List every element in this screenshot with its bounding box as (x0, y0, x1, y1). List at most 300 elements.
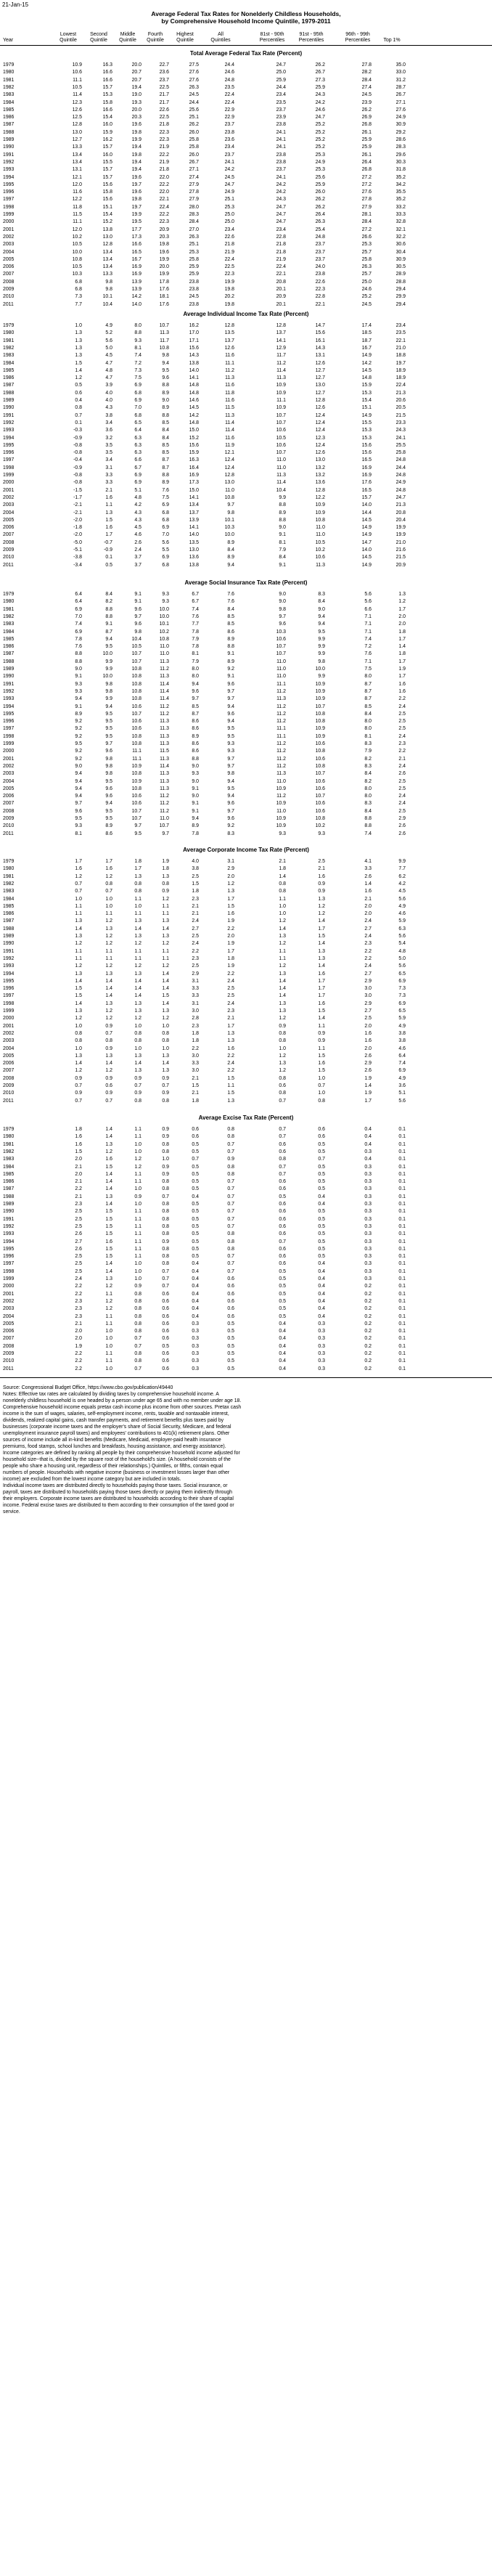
value-cell: 0.5 (318, 1223, 325, 1229)
value-cell: 1.8 (75, 1127, 82, 1132)
table-row (0, 1276, 492, 1282)
table-row (0, 189, 492, 195)
value-cell: 8.3 (364, 763, 372, 769)
value-cell: 11.6 (225, 398, 234, 403)
value-cell: 24.6 (315, 107, 325, 113)
value-cell: 11.0 (276, 778, 286, 784)
value-cell: 13.0 (102, 234, 112, 240)
value-cell: 0.1 (398, 1329, 406, 1334)
value-cell: 9.7 (227, 696, 234, 702)
value-cell: 8.4 (364, 808, 372, 814)
table-row (0, 442, 492, 449)
table-row (0, 435, 492, 441)
table-row (0, 390, 492, 396)
value-cell: 7.4 (75, 621, 82, 627)
value-cell: 0.1 (398, 1268, 406, 1274)
value-cell: 0.5 (279, 1276, 286, 1281)
table-row (0, 531, 492, 538)
column-header-5-line-0: All (218, 32, 224, 37)
value-cell: 32.2 (395, 234, 406, 240)
year-cell: 2002 (3, 494, 15, 500)
value-cell: 1.3 (227, 1038, 234, 1044)
year-cell: 1998 (3, 465, 15, 470)
value-cell: 2.5 (192, 963, 199, 969)
value-cell: 0.8 (75, 1030, 82, 1036)
value-cell: 1.1 (105, 502, 112, 508)
table-row (0, 1253, 492, 1260)
value-cell: 9.4 (75, 794, 82, 799)
value-cell: 1.5 (318, 1068, 325, 1074)
value-cell: 27.6 (361, 189, 372, 195)
year-cell: 2004 (3, 778, 15, 784)
value-cell: 23.4 (395, 323, 406, 328)
year-cell: 2010 (3, 294, 15, 300)
value-cell: 24.7 (315, 115, 325, 121)
value-cell: 10.9 (315, 502, 325, 508)
value-cell: 11.1 (276, 726, 286, 732)
value-cell: 0.7 (279, 1134, 286, 1140)
value-cell: 2.5 (227, 993, 234, 999)
year-cell: 2011 (3, 1098, 14, 1104)
value-cell: 11.5 (225, 405, 234, 411)
value-cell: 27.9 (361, 204, 372, 210)
value-cell: 10.8 (131, 696, 142, 702)
value-cell: 20.8 (276, 279, 286, 285)
value-cell: 9.5 (105, 726, 112, 732)
year-cell: 1980 (3, 330, 15, 336)
value-cell: 8.8 (227, 644, 234, 650)
value-cell: 1.2 (162, 896, 169, 902)
value-cell: 8.1 (134, 345, 142, 351)
value-cell: 10.0 (72, 249, 82, 255)
value-cell: 6.3 (134, 435, 142, 441)
table-row (0, 1149, 492, 1155)
value-cell: 17.0 (189, 330, 199, 336)
value-cell: 2.6 (364, 1068, 372, 1074)
value-cell: 1.1 (134, 1223, 142, 1229)
value-cell: 19.6 (159, 249, 169, 255)
value-cell: 13.0 (315, 383, 325, 388)
column-header-9-line-0: Top 1% (383, 38, 401, 43)
value-cell: 27.8 (189, 189, 199, 195)
value-cell: 8.4 (105, 592, 112, 597)
value-cell: 16.2 (102, 137, 112, 142)
value-cell: 0.4 (318, 1291, 325, 1297)
value-cell: 23.4 (224, 144, 234, 150)
value-cell: 9.3 (162, 599, 169, 605)
value-cell: 0.7 (318, 1157, 325, 1162)
value-cell: 22.5 (159, 115, 169, 121)
value-cell: 0.4 (318, 1194, 325, 1199)
value-cell: 23.8 (189, 301, 199, 307)
value-cell: 9.4 (105, 801, 112, 807)
table-row (0, 397, 492, 404)
table-row (0, 621, 492, 627)
value-cell: 9.2 (75, 726, 82, 732)
section-title: Average Individual Income Tax Rate (Percent) (183, 311, 309, 317)
value-cell: 2.7 (192, 926, 199, 932)
value-cell: 6.8 (162, 510, 169, 515)
value-cell: 3.3 (192, 986, 199, 992)
value-cell: 32.1 (395, 227, 406, 232)
value-cell: 1.4 (75, 367, 82, 373)
value-cell: 0.5 (227, 1366, 234, 1371)
table-row (0, 345, 492, 351)
value-cell: 0.9 (134, 1091, 142, 1096)
value-cell: 6.7 (192, 592, 199, 597)
year-cell: 1994 (3, 704, 15, 709)
value-cell: 25.7 (361, 249, 372, 255)
value-cell: 1.0 (162, 1023, 169, 1029)
value-cell: 2.2 (75, 1186, 82, 1192)
value-cell: 14.9 (361, 532, 372, 538)
value-cell: 2.5 (398, 778, 406, 784)
value-cell: 13.8 (189, 360, 199, 366)
value-cell: 22.7 (159, 62, 169, 68)
value-cell: 23.5 (224, 84, 234, 90)
value-cell: 0.7 (279, 1164, 286, 1170)
value-cell: 6.9 (134, 480, 142, 486)
value-cell: 22.1 (315, 301, 325, 307)
value-cell: 14.0 (131, 301, 142, 307)
value-cell: 0.3 (364, 1268, 372, 1274)
value-cell: 21.8 (276, 249, 286, 255)
value-cell: 10.9 (276, 801, 286, 807)
value-cell: 22.4 (224, 99, 234, 105)
value-cell: 0.5 (318, 1149, 325, 1154)
value-cell: 21.7 (159, 92, 169, 98)
year-cell: 2007 (3, 801, 15, 807)
table-row (0, 159, 492, 166)
table-row (0, 858, 492, 865)
value-cell: 14.2 (361, 360, 372, 366)
value-cell: 13.4 (102, 249, 112, 255)
value-cell: 12.6 (315, 360, 325, 366)
value-cell: 10.4 (276, 487, 286, 493)
table-row (0, 174, 492, 181)
value-cell: 2.3 (192, 955, 199, 961)
value-cell: 0.8 (227, 1231, 234, 1237)
year-cell: 1981 (3, 873, 15, 879)
year-cell: 1979 (3, 859, 15, 864)
value-cell: 21.5 (395, 412, 406, 418)
table-row (0, 375, 492, 381)
value-cell: 11.1 (132, 756, 142, 762)
value-cell: 9.8 (105, 771, 112, 777)
year-cell: 1979 (3, 1127, 15, 1132)
value-cell: 9.0 (279, 599, 286, 605)
value-cell: 0.1 (398, 1254, 406, 1260)
value-cell: 24.6 (361, 287, 372, 292)
value-cell: 11.0 (276, 659, 286, 664)
value-cell: 10.0 (102, 651, 112, 657)
value-cell: 19.9 (159, 272, 169, 277)
value-cell: 2.3 (75, 1298, 82, 1304)
value-cell: 1.4 (279, 873, 286, 879)
value-cell: 2.4 (227, 1061, 234, 1067)
value-cell: 0.3 (364, 1194, 372, 1199)
value-cell: 1.0 (134, 1023, 142, 1029)
value-cell: 0.9 (75, 1075, 82, 1081)
value-cell: 22.5 (224, 264, 234, 270)
year-cell: 1987 (3, 383, 15, 388)
value-cell: 0.8 (105, 1038, 112, 1044)
value-cell: 1.5 (105, 1209, 112, 1215)
value-cell: 11.1 (276, 398, 286, 403)
value-cell: 19.4 (131, 84, 142, 90)
value-cell: 15.8 (102, 189, 112, 195)
value-cell: 10.6 (276, 442, 286, 448)
value-cell: 24.7 (276, 204, 286, 210)
value-cell: 1.0 (75, 1046, 82, 1051)
value-cell: 1.6 (398, 681, 406, 687)
value-cell: 4.1 (364, 859, 372, 864)
value-cell: 2.1 (279, 859, 286, 864)
value-cell: 10.6 (315, 756, 325, 762)
value-cell: 1.7 (105, 859, 112, 864)
value-cell: 1.2 (105, 963, 112, 969)
value-cell: 1.2 (105, 1298, 112, 1304)
value-cell: 25.1 (189, 242, 199, 248)
value-cell: 10.9 (276, 816, 286, 821)
value-cell: 7.6 (75, 644, 82, 650)
value-cell: 1.2 (227, 881, 234, 886)
value-cell: 12.0 (72, 227, 82, 232)
value-cell: 21.9 (276, 256, 286, 262)
year-cell: 2009 (3, 1083, 15, 1088)
value-cell: 2.1 (192, 903, 199, 909)
value-cell: 27.2 (361, 174, 372, 180)
table-row (0, 1164, 492, 1170)
value-cell: 22.0 (159, 189, 169, 195)
value-cell: 1.4 (162, 1000, 169, 1006)
value-cell: 10.9 (276, 786, 286, 791)
value-cell: 10.8 (315, 517, 325, 523)
value-cell: 1.3 (75, 345, 82, 351)
value-cell: 1.4 (105, 978, 112, 984)
value-cell: 4.2 (134, 502, 142, 508)
value-cell: 0.8 (134, 1329, 142, 1334)
value-cell: 0.5 (318, 1239, 325, 1244)
year-cell: 1998 (3, 1268, 15, 1274)
value-cell: 0.1 (398, 1358, 406, 1364)
value-cell: 1.6 (75, 866, 82, 872)
value-cell: 10.7 (315, 704, 325, 709)
value-cell: 0.2 (364, 1321, 372, 1326)
value-cell: 10.7 (159, 823, 169, 829)
value-cell: 0.5 (318, 1141, 325, 1147)
value-cell: 1.7 (318, 926, 325, 932)
value-cell: 24.3 (315, 92, 325, 98)
value-cell: 3.6 (398, 1083, 406, 1088)
value-cell: 10.6 (315, 555, 325, 561)
value-cell: 1.2 (134, 1164, 142, 1170)
table-row (0, 69, 492, 76)
value-cell: 25.5 (395, 442, 406, 448)
value-cell: 2.4 (398, 763, 406, 769)
table-row (0, 933, 492, 939)
value-cell: 1.5 (105, 1254, 112, 1260)
value-cell: 9.7 (227, 502, 234, 508)
value-cell: -1.5 (73, 487, 82, 493)
value-cell: 0.1 (398, 1223, 406, 1229)
value-cell: 1.5 (75, 360, 82, 366)
value-cell: 9.6 (105, 749, 112, 754)
value-cell: 6.6 (364, 606, 372, 612)
value-cell: 22.3 (315, 287, 325, 292)
value-cell: 19.7 (131, 182, 142, 187)
value-cell: 1.1 (134, 1209, 142, 1215)
value-cell: 25.9 (315, 182, 325, 187)
value-cell: 0.4 (192, 1298, 199, 1304)
value-cell: 11.4 (225, 420, 234, 425)
value-cell: 12.7 (315, 375, 325, 381)
value-cell: 26.0 (189, 129, 199, 135)
value-cell: 10.9 (276, 383, 286, 388)
value-cell: 7.6 (227, 592, 234, 597)
value-cell: 11.2 (160, 794, 169, 799)
value-cell: 9.1 (134, 592, 142, 597)
value-cell: 0.1 (398, 1186, 406, 1192)
value-cell: 1.0 (279, 911, 286, 917)
value-cell: 9.1 (134, 599, 142, 605)
value-cell: 1.1 (162, 955, 169, 961)
value-cell: 0.8 (279, 1038, 286, 1044)
value-cell: 3.8 (105, 412, 112, 418)
value-cell: 9.3 (227, 749, 234, 754)
value-cell: 0.6 (162, 1366, 169, 1371)
value-cell: 0.6 (162, 1298, 169, 1304)
value-cell: 14.2 (189, 412, 199, 418)
value-cell: 11.3 (276, 771, 286, 777)
value-cell: 1.2 (318, 903, 325, 909)
year-cell: 1999 (3, 1008, 15, 1014)
value-cell: 7.2 (134, 360, 142, 366)
value-cell: 11.9 (225, 442, 234, 448)
value-cell: 0.8 (227, 1164, 234, 1170)
column-header-2-line-1: Quintile (119, 38, 136, 43)
value-cell: 2.0 (75, 1171, 82, 1177)
year-cell: 1984 (3, 896, 15, 902)
year-cell: 1997 (3, 726, 15, 732)
value-cell: 10.0 (159, 614, 169, 619)
value-cell: 26.2 (361, 107, 372, 113)
value-cell: 0.3 (318, 1321, 325, 1326)
value-cell: 2.3 (364, 941, 372, 947)
value-cell: 9.3 (279, 831, 286, 836)
table-row (0, 1223, 492, 1230)
value-cell: 15.3 (361, 390, 372, 396)
value-cell: 4.8 (134, 494, 142, 500)
value-cell: 22.4 (224, 256, 234, 262)
value-cell: 14.8 (189, 420, 199, 425)
value-cell: 20.4 (395, 517, 406, 523)
value-cell: 2.5 (75, 1261, 82, 1267)
value-cell: 13.6 (315, 480, 325, 486)
year-cell: 1990 (3, 1209, 15, 1215)
value-cell: 25.2 (315, 137, 325, 142)
value-cell: 8.7 (364, 696, 372, 702)
value-cell: 13.7 (276, 330, 286, 336)
value-cell: 33.3 (395, 212, 406, 217)
value-cell: 1.2 (279, 963, 286, 969)
value-cell: 1.1 (134, 1239, 142, 1244)
column-header-0-line-1: Quintile (60, 38, 77, 43)
value-cell: 1.3 (279, 1000, 286, 1006)
value-cell: 23.7 (224, 152, 234, 158)
year-cell: 1986 (3, 644, 15, 650)
value-cell: 1.7 (227, 896, 234, 902)
year-cell: 2006 (3, 264, 15, 270)
value-cell: 25.8 (189, 144, 199, 150)
value-cell: 1.3 (162, 1053, 169, 1059)
value-cell: 26.4 (315, 212, 325, 217)
value-cell: 2.6 (75, 1246, 82, 1252)
value-cell: 1.1 (134, 911, 142, 917)
value-cell: 2.7 (75, 1239, 82, 1244)
value-cell: 8.6 (227, 629, 234, 635)
value-cell: 20.6 (395, 398, 406, 403)
value-cell: 26.3 (361, 264, 372, 270)
value-cell: 1.1 (134, 1134, 142, 1140)
value-cell: 0.9 (318, 889, 325, 894)
value-cell: 0.8 (227, 1239, 234, 1244)
value-cell: 9.5 (134, 831, 142, 836)
value-cell: 4.9 (398, 1023, 406, 1029)
value-cell: 8.8 (105, 606, 112, 612)
value-cell: 29.9 (395, 294, 406, 300)
value-cell: 1.7 (318, 986, 325, 992)
table-row (0, 241, 492, 248)
year-cell: 2002 (3, 1030, 15, 1036)
value-cell: 24.7 (276, 212, 286, 217)
value-cell: 8.9 (227, 555, 234, 561)
value-cell: 5.2 (105, 330, 112, 336)
year-cell: 1998 (3, 733, 15, 739)
value-cell: 9.6 (134, 621, 142, 627)
value-cell: 0.6 (318, 1134, 325, 1140)
value-cell: 19.9 (395, 525, 406, 531)
value-cell: 9.0 (318, 606, 325, 612)
value-cell: 11.2 (276, 688, 286, 694)
value-cell: 5.6 (398, 934, 406, 939)
value-cell: 26.7 (395, 92, 406, 98)
year-cell: 2000 (3, 480, 15, 486)
value-cell: 22.6 (224, 234, 234, 240)
value-cell: 2.0 (227, 934, 234, 939)
value-cell: 8.4 (364, 711, 372, 717)
year-cell: 1995 (3, 442, 15, 448)
value-cell: 0.6 (75, 390, 82, 396)
value-cell: 10.6 (131, 726, 142, 732)
value-cell: 0.6 (227, 1306, 234, 1312)
value-cell: 1.5 (227, 1075, 234, 1081)
year-cell: 2001 (3, 1291, 15, 1297)
value-cell: 0.6 (227, 1284, 234, 1289)
column-header-3-line-1: Quintile (147, 38, 164, 43)
value-cell: 1.2 (75, 873, 82, 879)
value-cell: 4.3 (134, 517, 142, 523)
value-cell: 11.2 (276, 360, 286, 366)
year-cell: 1994 (3, 174, 15, 180)
year-cell: 1979 (3, 62, 15, 68)
value-cell: 8.0 (364, 786, 372, 791)
value-cell: 2.7 (364, 971, 372, 977)
value-cell: 10.4 (131, 636, 142, 642)
value-cell: 19.0 (131, 92, 142, 98)
value-cell: 23.3 (395, 420, 406, 425)
value-cell: 11.4 (73, 92, 82, 98)
